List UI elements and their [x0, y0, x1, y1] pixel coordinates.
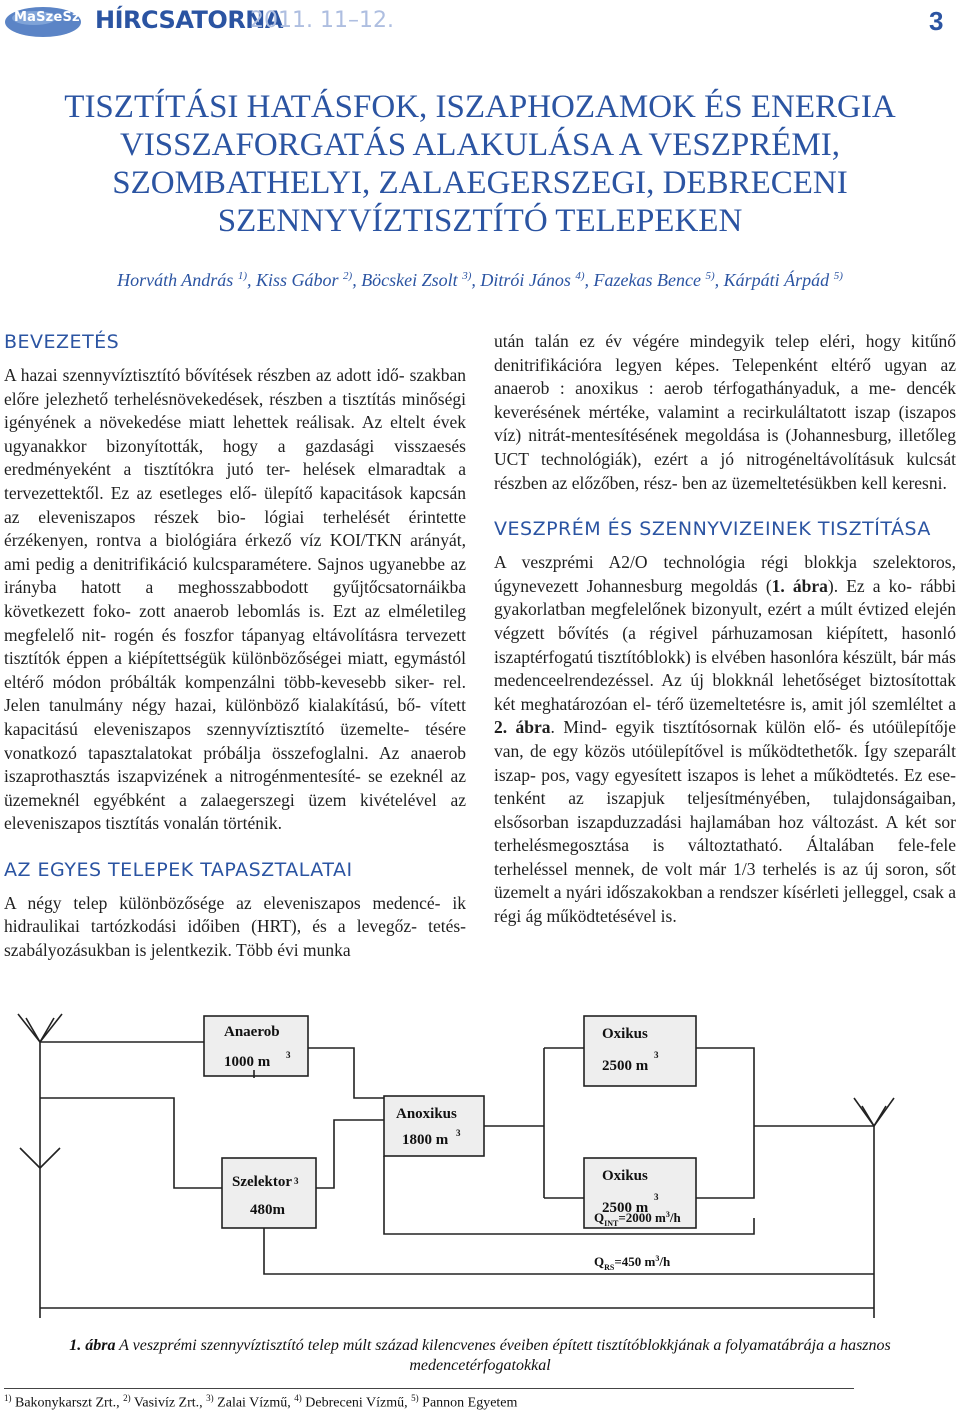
- text-line: éppen a kiépítettségük különbözőségei miatt, egymástól: [66, 648, 466, 669]
- author: , Kárpáti Árpád: [714, 270, 834, 290]
- text-line: után talán ez év végére mindegyik telep eléri, hogy kitűnő: [494, 331, 956, 351]
- return-sludge-line: [264, 1228, 874, 1274]
- text-line: A veszprémi A2/O technológia régi blokkja szelektoros,: [494, 552, 956, 573]
- text-line: térő üzemeltetésre is, amit jól szemléltet a: [656, 693, 956, 714]
- affiliation-mark: 3): [462, 270, 472, 282]
- text-line: meghosszabbodott gyűjtőcsatornáikba következett foko-: [4, 577, 467, 621]
- anoxikus-label: Anoxikus: [396, 1106, 457, 1122]
- text-line: . Mind-: [550, 717, 608, 738]
- text-line: lógiai terhelését érintette érzékenyen, rontva a biológiára: [4, 506, 467, 551]
- continuation-paragraph: [494, 330, 956, 495]
- anaerob-volume: 1000 m: [224, 1054, 271, 1070]
- text-line: vített kapacitású eleveniszapos szennyvíztisztító üzemelte-: [4, 695, 467, 739]
- text-line: tenként az iszapjuk teljesítményében, tulajdonságaiban,: [494, 788, 956, 809]
- text-line: elsősorban iszapduzzadási hajlamában hoz változást. A: [494, 811, 898, 832]
- text-line: helések elmaradtak a tervezettektől. Ez az esetleges elő-: [4, 459, 466, 503]
- section-heading-telepek: AZ EGYES TELEPEK TAPASZTALATAI: [4, 858, 353, 881]
- affiliation-mark: 1): [237, 270, 247, 282]
- text-line: blokknál lehetőséget biztosítottak két meghatározóan el-: [494, 670, 956, 714]
- text-line: ben az üzemeltetésükben kell keresni.: [682, 472, 947, 493]
- figure-reference: 2. ábra: [494, 717, 551, 738]
- figure-caption: [30, 1336, 930, 1376]
- text-line: ülepítő kapacitások kapcsán az eleveniszapos részek bio-: [4, 482, 467, 527]
- text-line: reálisak. Az eltelt évek ugyanakkor bizonyították, hogy a: [4, 412, 467, 456]
- logo-text: MaSzeSz: [14, 10, 80, 25]
- article-title: [40, 88, 920, 240]
- oxikus1-volume: 2500 m: [602, 1058, 649, 1074]
- title-line: SZOMBATHELYI, ZALAEGERSZEGI, DEBRECENI: [112, 165, 848, 201]
- text-line: se ezeknél az üzemeknél egyébként a zalaegerszegi üzem: [4, 766, 467, 810]
- text-line: tésére vonatkozó tapasztalatokat próbálja összefoglalni. Az: [4, 718, 466, 763]
- q-int-label: $Q_{INT}=2000$ $m^3/h$: [594, 1210, 681, 1228]
- unit-exponent: 3: [654, 1050, 659, 1060]
- text-line: anaerob iszaprothasztás iszapvizének a nitrogénmentesíté-: [4, 742, 466, 787]
- unit-exponent: 3: [286, 1050, 291, 1060]
- page-header: [0, 0, 960, 44]
- author: , Fazekas Bence: [584, 270, 706, 290]
- text-line: úgynevezett Johannesburg megoldás (: [494, 575, 772, 596]
- section-heading-bevezetes: BEVEZETÉS: [4, 331, 120, 353]
- footnote-text: Vasivíz Zrt.,: [130, 1395, 207, 1411]
- affiliation-mark: 2): [343, 270, 353, 282]
- author: , Böcskei Zsolt: [352, 270, 463, 290]
- text-line: zott anaerob lebomlás is. Ezt az elméletileg megfelelő nit-: [4, 600, 466, 645]
- text-line: hasonlóra készült, bár más medenceelrendezéssel. Az új: [494, 646, 956, 691]
- text-line: pos, vagy egyesített iszapos is lehet a működtetés. Ez ese-: [541, 764, 957, 785]
- oxikus2-label: Oxikus: [602, 1168, 648, 1184]
- caption-text: A veszprémi szennyvíztisztító telep múlt század kilencvenes éveiben épített tisztítóblokkjának a folyamatábrája a hasznos: [115, 1337, 891, 1354]
- szelektor-label: Szelektor: [232, 1174, 292, 1190]
- inflow-rake: [18, 1014, 62, 1042]
- author: , Kiss Gábor: [246, 270, 344, 290]
- text-line: (Johannesburg, illetőleg UCT technológiák), ezért a jó: [494, 425, 956, 469]
- intro-paragraph: [4, 364, 466, 836]
- unit-exponent: 3: [456, 1128, 461, 1138]
- veszprem-paragraph: [494, 551, 956, 929]
- text-line: rogén és foszfor tápanyag eltávolításra tervezett tisztítók: [4, 624, 467, 669]
- text-line: rábbi gyakorlatban megfelelőnek bizonyult, ezért a múlt: [494, 575, 957, 620]
- footnote-mark: 5): [411, 1393, 419, 1403]
- text-line: ). Ez a ko-: [827, 575, 912, 596]
- affiliation-mark: 5): [833, 270, 843, 282]
- affiliation-mark: 5): [705, 270, 715, 282]
- text-line: kiépített, hasonló iszaptérfogatú tisztítóblokk) is elvében: [494, 622, 956, 667]
- right-column: [494, 330, 956, 929]
- text-line: szakban előre jelezhető terhelésnövekedések, részben a: [4, 365, 466, 409]
- text-line: két sor terhelésmegosztása is változtatható. Általában: [494, 811, 956, 856]
- footnote-text: Debreceni Vízmű,: [301, 1395, 412, 1411]
- footnote-mark: 4): [294, 1393, 302, 1403]
- author: , Ditrói János: [471, 270, 576, 290]
- text-line: kivételével az eleveniszapos tisztítás vonalán történik.: [4, 789, 466, 834]
- text-line: kísérleti jelleggel, csak a régi ág működtetésével is.: [494, 882, 957, 927]
- author-list: [40, 270, 920, 291]
- text-line: gazdasági visszaesés eredményeként a tisztítókra jutó ter-: [4, 435, 466, 480]
- title-line: TISZTÍTÁSI HATÁSFOK, ISZAPHOZAMOK ÉS ENERGIA: [64, 89, 896, 125]
- q-rs-label: $Q_{RS}=450$ $m^3/h$: [594, 1254, 671, 1272]
- anaerob-label: Anaerob: [224, 1024, 280, 1040]
- text-line: nitrogéneltávolításuk kulcsát részben az előzőben, rész-: [494, 448, 956, 493]
- footnote-mark: 3): [206, 1393, 214, 1403]
- section-heading-veszprem: VESZPRÉM ÉS SZENNYVIZEINEK TISZTÍTÁSA: [494, 518, 931, 541]
- footnote-text: Zalai Vízmű,: [213, 1395, 295, 1411]
- newsletter-name: HÍRCSATORNA: [95, 6, 283, 34]
- figure-reference: 1. ábra: [771, 575, 828, 596]
- footnote-mark: 2): [123, 1393, 131, 1403]
- issue-date: 2011. 11–12.: [250, 8, 394, 33]
- text-line: dencék keverésének mértéke, valamint a recirkuláltatott: [494, 378, 956, 422]
- footnote-text: Pannon Egyetem: [418, 1395, 518, 1411]
- caption-text: medencetérfogatokkal: [409, 1357, 551, 1374]
- title-line: VISSZAFORGATÁS ALAKULÁSA A VESZPRÉMI,: [119, 127, 841, 163]
- internal-recirculation-line: [384, 1156, 754, 1234]
- text-line: közös utóülepítővel is működtethetők. Így szeparált iszap-: [494, 740, 956, 785]
- text-line: denitrifikációra legyen képes. Telepenként eltérő ugyan: [494, 354, 928, 375]
- text-line: az új soron, sőt üzemelt a nyári időszakokban a rendszer: [494, 858, 956, 903]
- page-number: 3: [929, 6, 944, 36]
- footnote: [4, 1393, 517, 1412]
- title-line: SZENNYVÍZTISZTÍTÓ TELEPEKEN: [217, 203, 743, 239]
- affiliation-mark: 4): [575, 270, 585, 282]
- text-line: tisztítás minőségi igényének a növekedése miatt lehettek: [4, 388, 466, 433]
- footnote-mark: 1): [4, 1393, 12, 1403]
- text-line: egyik tisztítósornak külön elő- és utóülepítője van, de egy: [494, 717, 957, 761]
- oxikus1-label: Oxikus: [602, 1026, 648, 1042]
- anoxikus-volume: 1800 m: [402, 1132, 449, 1148]
- text-line: fele-fele terheléssel mennek, de volt már 1/3 terhelés is: [494, 835, 956, 879]
- unit-exponent: 3: [294, 1176, 299, 1186]
- text-line: az anaerob : anoxikus : aerob térfogathányaduk, a me-: [494, 354, 957, 399]
- author: Horváth András: [117, 270, 238, 290]
- szelektor-volume: 480m: [250, 1202, 285, 1218]
- text-line: eltérő módon próbálták kompenzálni több-kevesebb siker-: [4, 671, 435, 692]
- oxikus2-volume: 2500 m: [602, 1200, 649, 1216]
- unit-exponent: 3: [654, 1192, 659, 1202]
- text-line: tetés-szabályozásukban is jelentkezik. Több évi munka: [4, 916, 466, 961]
- text-line: iszap (iszapos víz) nitrát-mentesítésének megoldása is: [494, 401, 956, 446]
- section2-paragraph: [4, 892, 466, 963]
- text-line: évtized elején végzett bővítés (a régivel párhuzamosan: [494, 599, 956, 643]
- flow-diagram: [4, 1008, 956, 1328]
- text-line: érkező víz KOI/TKN arányát, ami pedig a denitrifikáció: [4, 530, 467, 574]
- text-line: A négy telep különbözősége az eleveniszapos medencé-: [4, 892, 441, 913]
- caption-label: 1. ábra: [69, 1337, 116, 1354]
- text-line: ik hidraulikai tartózkodási időiben (HRT), és a levegőz-: [4, 892, 466, 937]
- text-line: A hazai szennyvíztisztító bővítések részben az adott idő-: [4, 365, 405, 385]
- left-column: [4, 330, 466, 963]
- footnote-rule: [4, 1388, 854, 1389]
- text-line: rel. Jelen tanulmány négy hazai, különböző kialakítású, bő-: [4, 671, 466, 716]
- text-line: kulcsparamétere. Sajnos ugyanebbe az irányba hatott a: [4, 553, 467, 598]
- footnote-text: Bakonykarszt Zrt.,: [11, 1395, 124, 1411]
